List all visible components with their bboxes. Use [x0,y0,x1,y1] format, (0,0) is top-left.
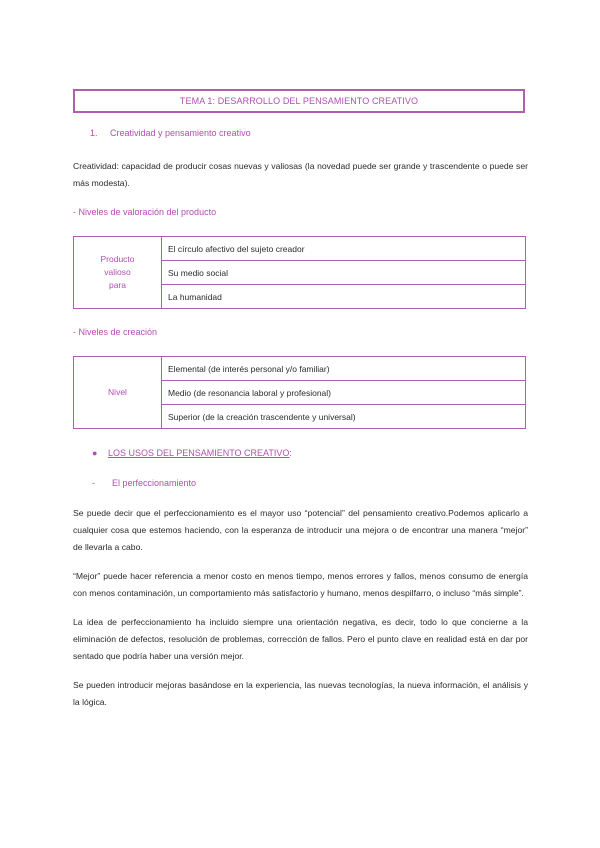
table-cell: El círculo afectivo del sujeto creador [162,237,526,261]
paragraph: “Mejor” puede hacer referencia a menor costo en menos tiempo, menos errores y fallos, menos consumo de energía con menos contaminación, un comportamiento más satisfactorio y humano, menos despilfarro, o incluso “más simple”. [73,571,528,598]
dash-marker: - [92,478,95,488]
section-heading [90,128,251,138]
valoracion-table [73,236,526,309]
head-line: Producto [100,254,135,264]
page-title: TEMA 1: DESARROLLO DEL PENSAMIENTO CREATIVO [73,89,525,113]
paragraph: La idea de perfeccionamiento ha incluido siempre una orientación negativa, es decir, todo lo que concierne a la eliminación de defectos, resolución de problemas, corrección de fallos. Pero el punto clave en realidad está en dar por sentado que podría haber una versión mejor. [73,617,528,661]
table-cell: Su medio social [162,261,526,285]
table-cell: Medio (de resonancia laboral y profesional) [162,381,526,405]
usos-colon: : [289,448,292,458]
creacion-heading: - Niveles de creación [73,327,158,337]
section-label: Creatividad y pensamiento creativo [110,128,251,138]
creacion-head-cell: Nivel [74,357,162,429]
table-row [74,237,526,261]
table-row [74,357,526,381]
valoracion-head-cell [74,237,162,309]
table-cell: Elemental (de interés personal y/o familiar) [162,357,526,381]
paragraph: Se puede decir que el perfeccionamiento es el mayor uso “potencial” del pensamiento creativo.Podemos aplicarlo a cualquier cosa que estemos haciendo, con la esperanza de introducir una mejora o de encontrar una manera “mejor” de llevarla a cabo. [73,508,528,552]
bullet-icon: ● [92,448,98,458]
definition-paragraph: Creatividad: capacidad de producir cosas nuevas y valiosas (la novedad puede ser grande y trascendente o puede ser más modesta). [73,161,528,188]
head-line: para [108,280,126,290]
perfeccionamiento-heading [92,478,196,488]
usos-label: LOS USOS DEL PENSAMIENTO CREATIVO [108,448,290,458]
valoracion-heading: - Niveles de valoración del producto [73,207,217,217]
usos-heading [92,448,292,458]
table-cell: La humanidad [162,285,526,309]
section-number: 1. [90,128,98,138]
perfeccionamiento-label: El perfeccionamiento [112,478,197,488]
paragraph: Se pueden introducir mejoras basándose en la experiencia, las nuevas tecnologías, la nueva información, el análisis y la lógica. [73,680,528,707]
table-cell: Superior (de la creación trascendente y universal) [162,405,526,429]
head-line: valioso [104,267,131,277]
creacion-table [73,356,526,429]
